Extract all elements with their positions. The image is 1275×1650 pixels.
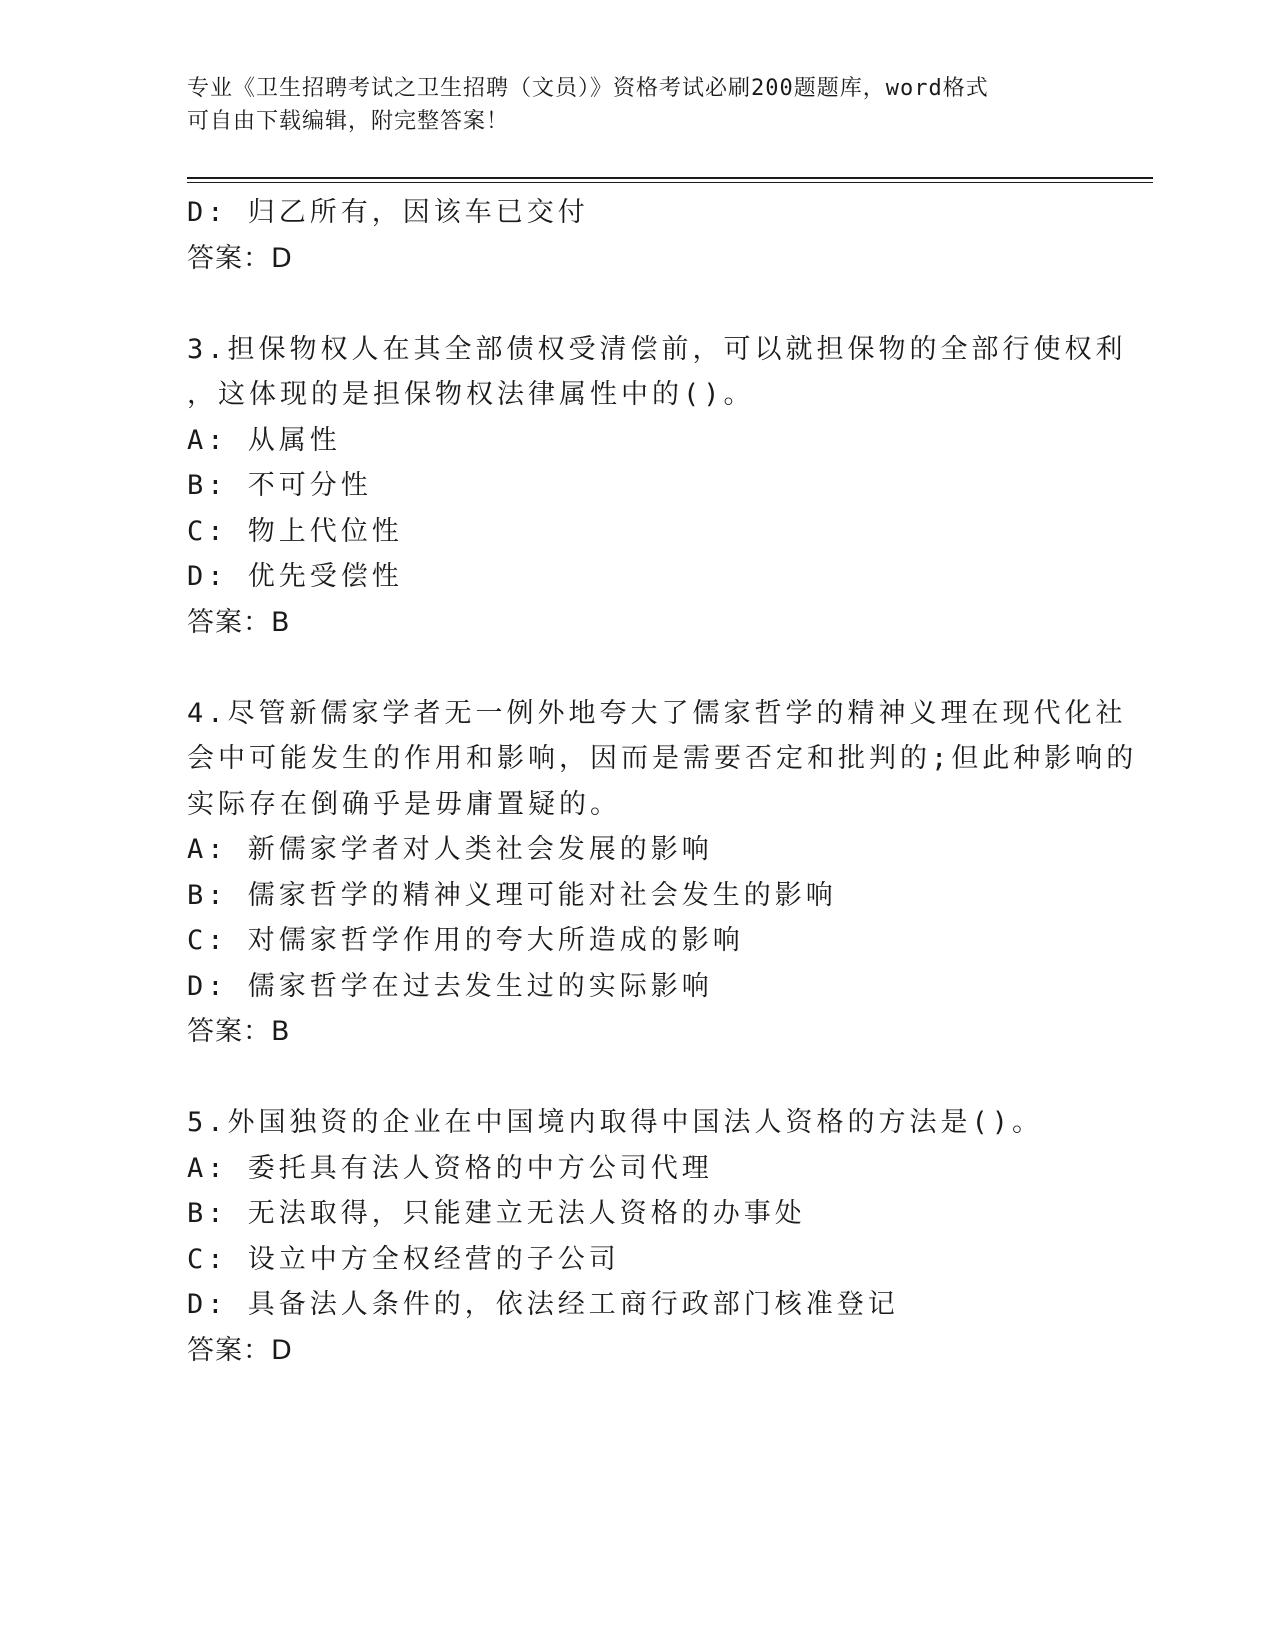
question-3 (187, 327, 1127, 646)
question-stem: 实际存在倒确乎是毋庸置疑的。 (187, 788, 621, 820)
option-d: D: 归乙所有，因该车已交付 (187, 197, 589, 228)
option-b: B: 不可分性 (187, 470, 372, 501)
option-c: C: 物上代位性 (187, 515, 403, 547)
question-stem: 4.尽管新儒家学者无一例外地夸大了儒家哲学的精神义理在现代化社 (187, 697, 1127, 729)
option-a: A: 委托具有法人资格的中方公司代理 (187, 1152, 713, 1184)
question-list (187, 190, 1138, 1373)
answer-line: 答案：D (187, 1334, 293, 1366)
question-stem: 5.外国独资的企业在中国境内取得中国法人资格的方法是()。 (187, 1107, 1044, 1138)
document-header (187, 72, 1087, 138)
question-stem: ，这体现的是担保物权法律属性中的()。 (187, 379, 755, 410)
answer-line: 答案：D (187, 242, 293, 274)
option-b: B: 无法取得，只能建立无法人资格的办事处 (187, 1198, 806, 1229)
header-line-2: 可自由下载编辑，附完整答案！ (187, 109, 510, 134)
option-a: A: 从属性 (187, 424, 341, 456)
spacer (187, 1055, 1087, 1101)
answer-line: 答案：B (187, 606, 291, 638)
question-4 (187, 691, 1138, 1055)
spacer (187, 645, 1087, 691)
option-d: D: 具备法人条件的，依法经工商行政部门核准登记 (187, 1289, 899, 1320)
answer-line: 答案：B (187, 1016, 291, 1047)
header-rule-thin (187, 182, 1153, 183)
option-a: A: 新儒家学者对人类社会发展的影响 (187, 834, 713, 865)
header-line-1: 专业《卫生招聘考试之卫生招聘（文员）》资格考试必刷200题题库，word格式 (187, 76, 989, 101)
question-stem: 3.担保物权人在其全部债权受清偿前，可以就担保物的全部行使权利 (187, 333, 1127, 365)
option-d: D: 儒家哲学在过去发生过的实际影响 (187, 970, 713, 1002)
option-c: C: 对儒家哲学作用的夸大所造成的影响 (187, 925, 744, 956)
option-d: D: 优先受偿性 (187, 561, 403, 592)
question-2-tail (187, 190, 1087, 281)
option-c: C: 设立中方全权经营的子公司 (187, 1243, 620, 1275)
option-b: B: 儒家哲学的精神义理可能对社会发生的影响 (187, 879, 837, 911)
header-rule-thick (187, 177, 1153, 179)
question-5 (187, 1100, 1087, 1373)
spacer (187, 281, 1087, 327)
question-stem: 会中可能发生的作用和影响，因而是需要否定和批判的;但此种影响的 (187, 743, 1138, 774)
